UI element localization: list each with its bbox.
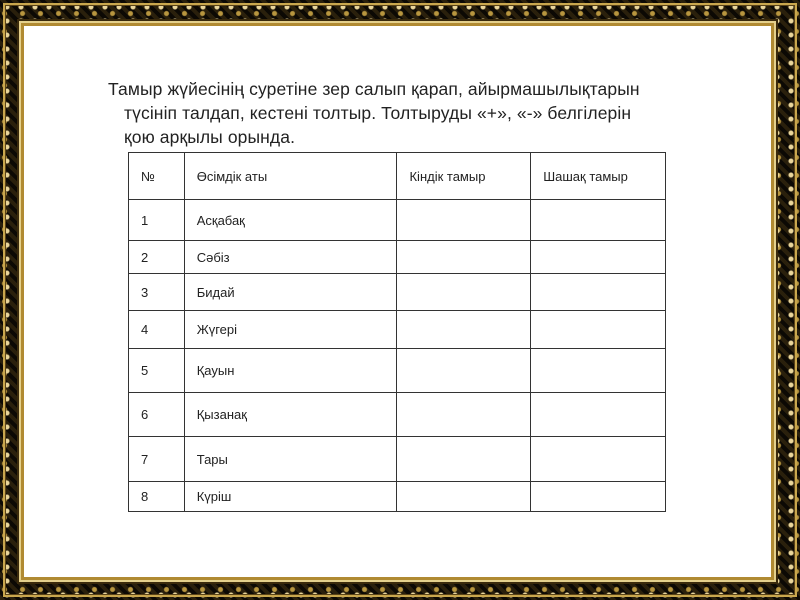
- row-number: 3: [129, 274, 185, 311]
- table-row: [129, 349, 666, 393]
- header-fibrous-root: Шашақ тамыр: [531, 153, 666, 200]
- fibrous-cell[interactable]: [531, 311, 666, 349]
- fibrous-cell[interactable]: [531, 482, 666, 512]
- taproot-cell[interactable]: [397, 274, 531, 311]
- header-number: №: [129, 153, 185, 200]
- row-number: 6: [129, 393, 185, 437]
- taproot-cell[interactable]: [397, 241, 531, 274]
- table-row: [129, 241, 666, 274]
- table-row: [129, 311, 666, 349]
- row-number: 5: [129, 349, 185, 393]
- row-number: 1: [129, 200, 185, 241]
- row-number: 7: [129, 437, 185, 482]
- table-header-row: [129, 153, 666, 200]
- instruction-line-2: түсініп талдап, кестені толтыр. Толтыруды «+», «-» белгілерін: [124, 103, 632, 123]
- fibrous-cell[interactable]: [531, 349, 666, 393]
- root-type-table: [128, 152, 666, 512]
- taproot-cell[interactable]: [397, 311, 531, 349]
- plant-name: Тары: [184, 437, 397, 482]
- fibrous-cell[interactable]: [531, 393, 666, 437]
- taproot-cell[interactable]: [397, 482, 531, 512]
- plant-name: Бидай: [184, 274, 397, 311]
- header-taproot: Кіндік тамыр: [397, 153, 531, 200]
- taproot-cell[interactable]: [397, 437, 531, 482]
- row-number: 8: [129, 482, 185, 512]
- taproot-cell[interactable]: [397, 393, 531, 437]
- taproot-cell[interactable]: [397, 349, 531, 393]
- instruction-text: [108, 77, 718, 149]
- row-number: 2: [129, 241, 185, 274]
- table-row: [129, 482, 666, 512]
- plant-name: Жүгері: [184, 311, 397, 349]
- instruction-line-1: Тамыр жүйесінің суретіне зер салып қарап, айырмашылықтарын: [108, 79, 640, 99]
- plant-name: Асқабақ: [184, 200, 397, 241]
- header-plant-name: Өсімдік аты: [184, 153, 397, 200]
- table-row: [129, 437, 666, 482]
- table-row: [129, 393, 666, 437]
- fibrous-cell[interactable]: [531, 437, 666, 482]
- taproot-cell[interactable]: [397, 200, 531, 241]
- row-number: 4: [129, 311, 185, 349]
- fibrous-cell[interactable]: [531, 200, 666, 241]
- fibrous-cell[interactable]: [531, 241, 666, 274]
- fibrous-cell[interactable]: [531, 274, 666, 311]
- instruction-line-3: қою арқылы орында.: [124, 127, 296, 147]
- plant-name: Сәбіз: [184, 241, 397, 274]
- plant-name: Күріш: [184, 482, 397, 512]
- table-row: [129, 274, 666, 311]
- plant-name: Қызанақ: [184, 393, 397, 437]
- table-row: [129, 200, 666, 241]
- plant-name: Қауын: [184, 349, 397, 393]
